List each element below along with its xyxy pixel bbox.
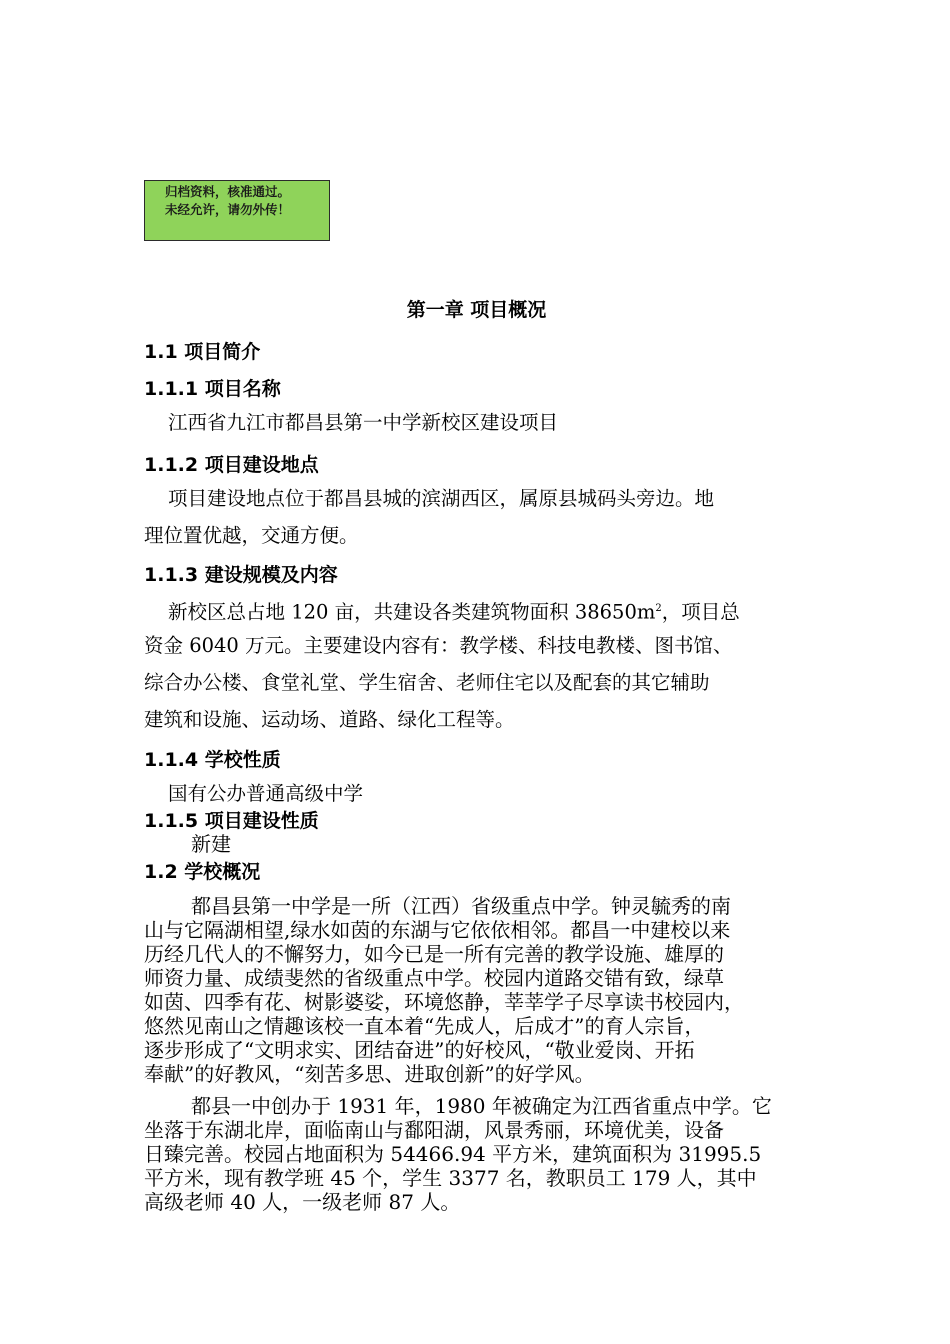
- heading-1-1-3: 1.1.3 建设规模及内容: [144, 564, 338, 586]
- project-name-text: 江西省九江市都昌县第一中学新校区建设项目: [168, 411, 559, 434]
- stamp-line-2: 未经允许，请勿外传！: [165, 202, 291, 217]
- school-overview-paragraph-2: 都县一中创办于 1931 年，1980 年被确定为江西省重点中学。它 坐落于东湖北岸，面临南山与鄱阳湖，风景秀丽，环境优美，设备 日臻完善。校园占地面积为 54466.94 平方米，建筑面积为 31995.5 平方米，现有教学班 45 个，学生 3377 名，教职员工 179 人，其中 高级老师 40 人，一级老师 87 人。: [144, 1094, 772, 1214]
- heading-1-1-4: 1.1.4 学校性质: [144, 749, 281, 771]
- heading-1-2: 1.2 学校概况: [144, 861, 261, 883]
- heading-1-1-2: 1.1.2 项目建设地点: [144, 454, 319, 476]
- scale-paragraph: 新校区总占地 120 亩，共建设各类建筑物面积 $38650m^2$，项目总 资金 6040 万元。主要建设内容有：教学楼、科技电教楼、图书馆、 综合办公楼、食堂礼堂、学生宿舍、老师住宅以及配套的其它辅助 建筑和设施、运动场、道路、绿化工程等。: [144, 600, 740, 731]
- heading-1-1: 1.1 项目简介: [144, 341, 261, 363]
- construction-nature-text: 新建: [191, 832, 231, 856]
- school-overview-paragraph-1: 都昌县第一中学是一所（江西）省级重点中学。钟灵毓秀的南 山与它隔湖相望,绿水如茵的东湖与它依依相邻。都昌一中建校以来 历经几代人的不懈努力，如今已是一所有完善的教学设施、雄厚的 师资力量、成绩斐然的省级重点中学。校园内道路交错有致，绿草 如茵、四季有花、树影婆娑，环境悠静，莘莘学子尽享读书校园内， 悠然见南山之情趣该校一直本着“先成人，后成才”的育人宗旨， 逐步形成了“文明求实、团结奋进”的好校风，“敬业爱岗、开拓 奉献”的好教风，“刻苦多思、进取创新”的好学风。: [144, 894, 744, 1086]
- stamp-line-1: 归档资料，核准通过。: [165, 184, 291, 199]
- heading-1-1-5: 1.1.5 项目建设性质: [144, 810, 319, 832]
- school-nature-text: 国有公办普通高级中学: [168, 782, 364, 805]
- heading-1-1-1: 1.1.1 项目名称: [144, 378, 281, 400]
- chapter-title: 第一章 项目概况: [406, 299, 547, 321]
- archive-stamp: [144, 180, 330, 241]
- location-paragraph: 项目建设地点位于都昌县城的滨湖西区，属原县城码头旁边。地 理位置优越，交通方便。: [144, 487, 715, 547]
